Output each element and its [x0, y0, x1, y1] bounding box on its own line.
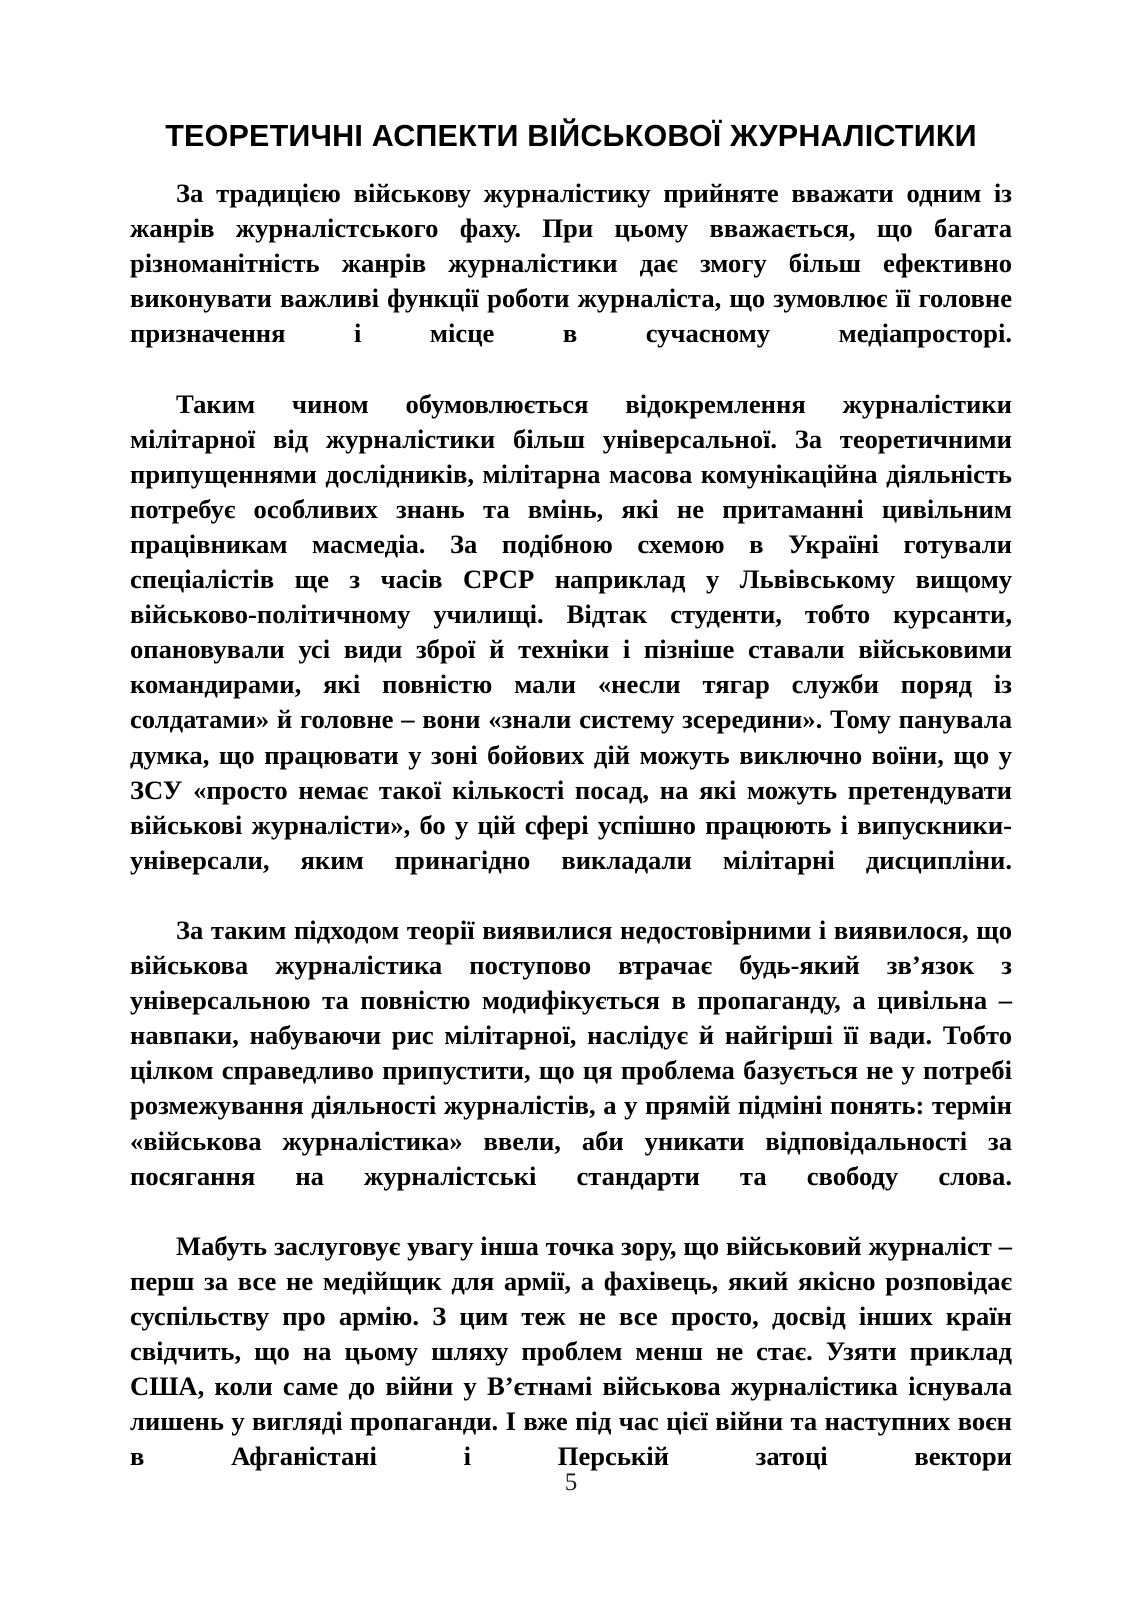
- page-content: [130, 118, 1012, 1510]
- paragraph-2: Таким чином обумовлюється відокремлення журналістики мілітарної від журналістики більш універсальної. За теоретичними припущеннями дослідників, мілітарна масова комунікаційна діяльність потребує особливих знань та вмінь, які не притаманні цивільним працівникам масмедіа. За подібною схемою в Україні готували спеціалістів ще з часів СРСР наприклад у Львівському вищому військово-політичному училищі. Відтак студенти, тобто курсанти, опановували усі види зброї й техніки і пізніше ставали військовими командирами, які повністю мали «несли тягар служби поряд із солдатами» й головне – вони «знали систему зсередини». Тому панувала думка, що працювати у зоні бойових дій можуть виключно воїни, що у ЗСУ «просто немає такої кількості посад, на які можуть претендувати військові журналісти», бо у цій сфері успішно працюють і випускники-універсали, яким принагідно викладали мілітарні дисципліни.: [130, 388, 1012, 875]
- page-title: ТЕОРЕТИЧНІ АСПЕКТИ ВІЙСЬКОВОЇ ЖУРНАЛІСТИКИ: [165, 119, 977, 153]
- page-number: 5: [564, 1469, 578, 1496]
- paragraph-4: Мабуть заслуговує увагу інша точка зору, що військовий журналіст – перш за все не медійщик для армії, а фахівець, який якісно розповідає суспільству про армію. З цим теж не все просто, досвід інших країн свідчить, що на цьому шляху проблем менш не стає. Узяти приклад США, коли саме до війни у В’єтнамі військова журналістика існувала лишень у вигляді пропаганди. І вже під час цієї війни та наступних воєн в Афганістані і Перській затоці вектори: [130, 1230, 1012, 1472]
- paragraph-3: За таким підходом теорії виявилися недостовірними і виявилося, що військова журналістика поступово втрачає будь-який зв’язок з універсальною та повністю модифікується в пропаганду, а цивільна – навпаки, набуваючи рис мілітарної, наслідує й найгірші її вади. Тобто цілком справедливо припустити, що ця проблема базується не у потребі розмежування діяльності журналістів, а у прямій підміні понять: термін «військова журналістика» ввели, аби уникати відповідальності за посягання на журналістські стандарти та свободу слова.: [130, 914, 1012, 1191]
- body-text: [130, 176, 1012, 1510]
- paragraph-1: За традицією військову журналістику прийняте вважати одним із жанрів журналістського фаху. При цьому вважається, що багата різноманітність жанрів журналістики дає змогу більш ефективно виконувати важливі функції роботи журналіста, що зумовлює її головне призначення і місце в сучасному медіапросторі.: [130, 178, 1012, 349]
